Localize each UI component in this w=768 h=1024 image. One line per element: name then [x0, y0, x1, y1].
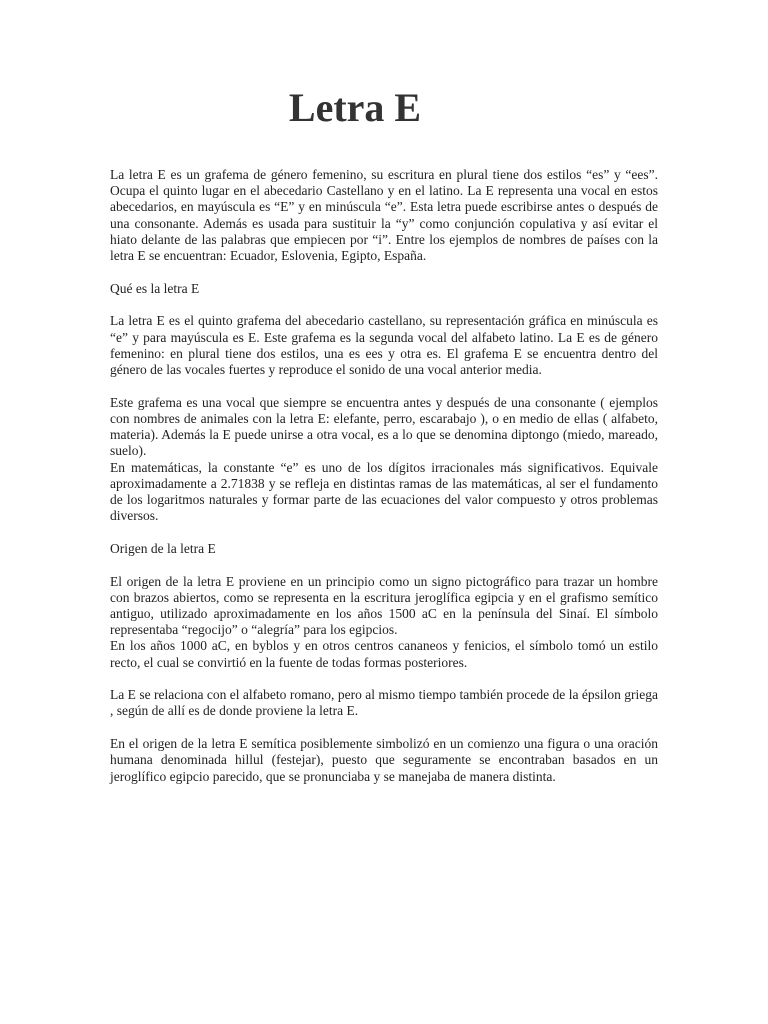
semitic-origin-paragraph: En el origen de la letra E semítica posiblemente simbolizó en un comienzo una figura o una oración humana denominada hillul (festejar), puesto que seguramente se encontraban basados en un jeroglífico egipcio parecido, que se pronunciaba y se manejaba de manera distinta.: [110, 736, 658, 784]
paragraph-spacer: [110, 720, 658, 737]
definition-paragraph: La letra E es el quinto grafema del abecedario castellano, su representación gráfica en minúscula es “e” y para mayúscula es E. Este grafema es la segunda vocal del alfabeto latino. La E es de género femenino: en plural tiene dos estilos, una es ees y otra es. El grafema E se encuentra dentro del género de las vocales fuertes y reproduce el sonido de una vocal anterior media.: [110, 313, 658, 378]
paragraph-spacer: [110, 557, 658, 574]
origin-paragraph: El origen de la letra E proviene en un principio como un signo pictográfico para trazar un hombre con brazos abiertos, como se representa en la escritura jeroglífica egipcia y en el grafismo semítico antiguo, utilizado aproximadamente en los años 1500 aC en la península del Sinaí. El símbolo representaba “regocijo” o “alegría” para los egipcios.: [110, 573, 658, 638]
mathematics-paragraph: En matemáticas, la constante “e” es uno de los dígitos irracionales más significativos. Equivale aproximadamente a 2.71838 y se refleja en distintas ramas de las matemáticas, al ser el fundamento de los logaritmos naturales y formar parte de las ecuaciones del valor compuesto y otros problemas diversos.: [110, 459, 658, 524]
paragraph-spacer: [110, 378, 658, 395]
intro-paragraph: La letra E es un grafema de género femenino, su escritura en plural tiene dos estilos “es” y “ees”. Ocupa el quinto lugar en el abecedario Castellano y en el latino. La E representa una vocal en estos abecedarios, en mayúscula es “E” y en minúscula “e”. Esta letra puede escribirse antes o después de una consonante. Además es usada para sustituir la “y” como conjunción copulativa y así evitar el hiato delante de las palabras que empiecen por “i”. Entre los ejemplos de nombres de países con la letra E se encuentran: Ecuador, Eslovenia, Egipto, España.: [110, 167, 658, 264]
paragraph-spacer: [110, 671, 658, 688]
document-title: Letra E: [288, 85, 422, 130]
paragraph-spacer: [110, 297, 658, 314]
vowel-usage-paragraph: Este grafema es una vocal que siempre se encuentra antes y después de una consonante ( ejemplos con nombres de animales con la letra E: elefante, perro, escarabajo ), o en medio de ellas ( alfabeto, materia). Además la E puede unirse a otra vocal, es a lo que se denomina diptongo (miedo, mareado, suelo).: [110, 394, 658, 459]
paragraph-spacer: [110, 264, 658, 281]
section-heading-origen: Origen de la letra E: [110, 540, 216, 556]
roman-alphabet-paragraph: La E se relaciona con el alfabeto romano, pero al mismo tiempo también procede de la épsilon griega , según de allí es de donde proviene la letra E.: [110, 687, 658, 719]
paragraph-spacer: [110, 524, 658, 541]
document-body: [110, 167, 658, 785]
byblos-paragraph: En los años 1000 aC, en byblos y en otros centros cananeos y fenicios, el símbolo tomó un estilo recto, el cual se convirtió en la fuente de todas formas posteriores.: [110, 638, 658, 670]
section-heading-que-es: Qué es la letra E: [110, 280, 200, 296]
